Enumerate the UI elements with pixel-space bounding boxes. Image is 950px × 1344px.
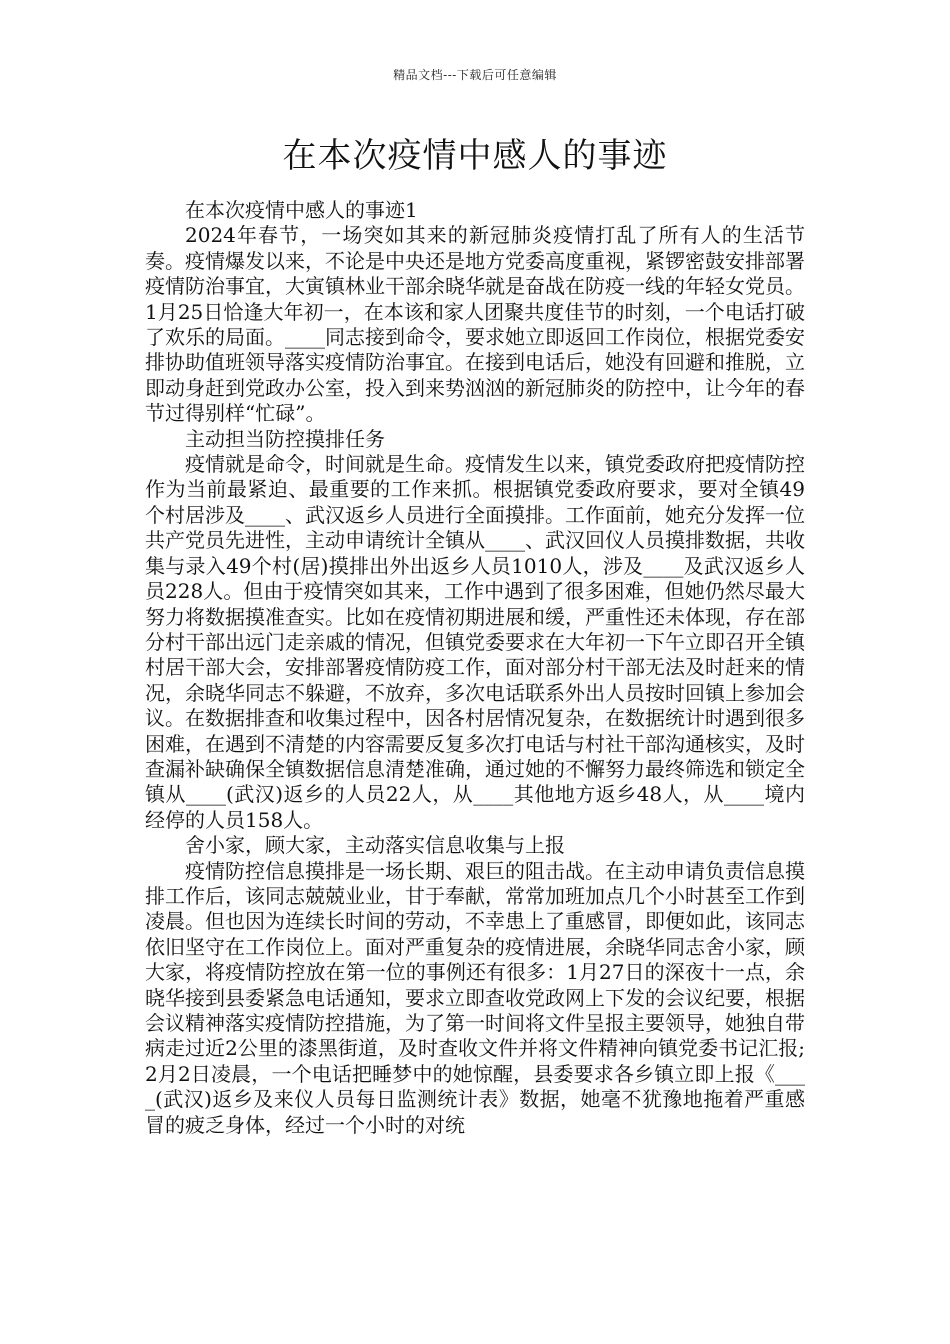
document-title: 在本次疫情中感人的事迹 bbox=[282, 136, 668, 176]
header-note: 精品文档---下载后可任意编辑 bbox=[393, 68, 557, 82]
body-paragraph: 疫情就是命令，时间就是生命。疫情发生以来，镇党委政府把疫情防控作为当前最紧迫、最重要的工作来抓。根据镇党委政府要求，要对全镇49个村居涉及____、武汉返乡人员进行全面摸排。工作面前，她充分发挥一位共产党员先进性，主动申请统计全镇从____、武汉回仪人员摸排数据，共收集与录入49个村(居)摸排出外出返乡人员1010人，涉及____及武汉返乡人员228人。但由于疫情突如其来，工作中遇到了很多困难，但她仍然尽最大努力将数据摸准查实。比如在疫情初期进展和缓，严重性还未体现，存在部分村干部出远门走亲戚的情况，但镇党委要求在大年初一下午立即召开全镇村居干部大会，安排部署疫情防疫工作，面对部分村干部无法及时赶来的情况，余晓华同志不躲避，不放弃，多次电话联系外出人员按时回镇上参加会议。在数据排查和收集过程中，因各村居情况复杂，在数据统计时遇到很多困难，在遇到不清楚的内容需要反复多次打电话与村社干部沟通核实，及时查漏补缺确保全镇数据信息清楚准确，通过她的不懈努力最终筛选和锁定全镇从____(武汉)返乡的人员22人，从____其他地方返乡48人，从____境内经停的人员158人。 bbox=[145, 452, 805, 832]
document-body bbox=[145, 198, 805, 1138]
body-paragraph: 疫情防控信息摸排是一场长期、艰巨的阻击战。在主动申请负责信息摸排工作后，该同志兢兢业业，甘于奉献，常常加班加点几个小时甚至工作到凌晨。但也因为连续长时间的劳动，不幸患上了重感冒，即便如此，该同志依旧坚守在工作岗位上。面对严重复杂的疫情进展，余晓华同志舍小家，顾大家，将疫情防控放在第一位的事例还有很多：1月27日的深夜十一点，余晓华接到县委紧急电话通知，要求立即查收党政网上下发的会议纪要，根据会议精神落实疫情防控措施，为了第一时间将文件呈报主要领导，她独自带病走过近2公里的漆黑街道，及时查收文件并将文件精神向镇党委书记汇报;2月2日凌晨，一个电话把睡梦中的她惊醒，县委要求各乡镇立即上报《____(武汉)返乡及来仪人员每日监测统计表》数据，她毫不犹豫地拖着严重感冒的疲乏身体，经过一个小时的对统 bbox=[145, 858, 805, 1137]
section-heading: 主动担当防控摸排任务 bbox=[185, 426, 385, 451]
body-paragraph: 2024年春节，一场突如其来的新冠肺炎疫情打乱了所有人的生活节奏。疫情爆发以来，不论是中央还是地方党委高度重视，紧锣密鼓安排部署疫情防治事宜，大寅镇林业干部余晓华就是奋战在防疫一线的年轻女党员。1月25日恰逢大年初一，在本该和家人团聚共度佳节的时刻，一个电话打破了欢乐的局面。____同志接到命令，要求她立即返回工作岗位，根据党委安排协助值班领导落实疫情防治事宜。在接到电话后，她没有回避和推脱，立即动身赶到党政办公室，投入到来势汹汹的新冠肺炎的防控中，让今年的春节过得别样“忙碌”。 bbox=[145, 223, 805, 426]
section-heading: 舍小家，顾大家，主动落实信息收集与上报 bbox=[185, 833, 565, 858]
section-heading: 在本次疫情中感人的事迹1 bbox=[185, 198, 418, 222]
